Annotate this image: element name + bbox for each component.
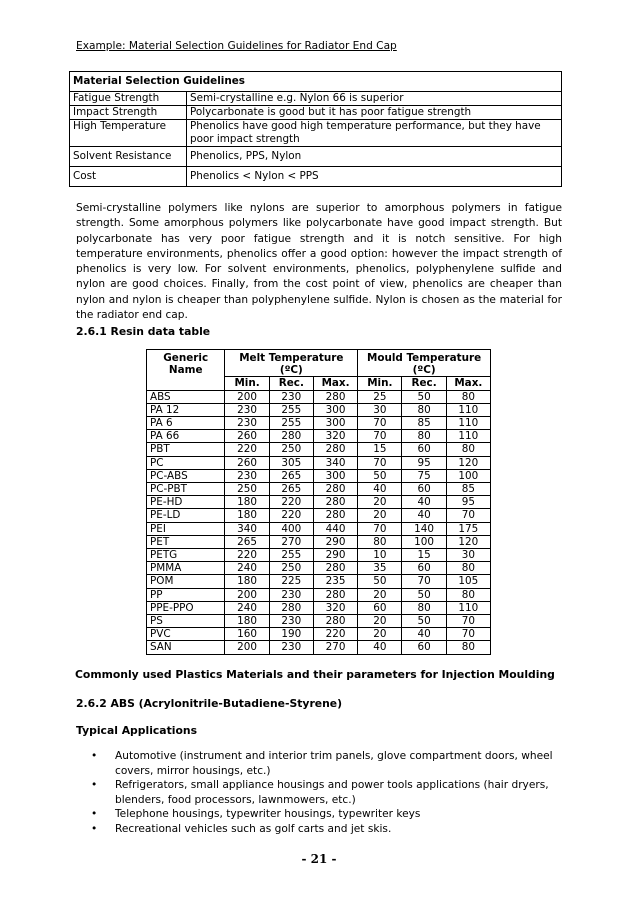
resin-value-cell: 230 <box>225 469 269 482</box>
resin-value-cell: 40 <box>358 483 402 496</box>
table-row <box>147 601 491 614</box>
resin-value-cell: 50 <box>402 615 446 628</box>
resin-value-cell: 70 <box>446 509 490 522</box>
resin-value-cell: 110 <box>446 403 490 416</box>
col-mould-min: Min. <box>358 377 402 390</box>
list-item <box>76 749 564 778</box>
resin-value-cell: 50 <box>358 575 402 588</box>
table-row <box>147 390 491 403</box>
resin-value-cell: 290 <box>313 549 357 562</box>
table-caption: Commonly used Plastics Materials and their parameters for Injection Moulding <box>75 668 555 681</box>
example-title: Example: Material Selection Guidelines for Radiator End Cap <box>76 40 397 52</box>
col-mould-max: Max. <box>446 377 490 390</box>
resin-value-cell: 40 <box>402 628 446 641</box>
resin-name-cell: PA 6 <box>147 417 225 430</box>
resin-value-cell: 60 <box>402 483 446 496</box>
resin-value-cell: 120 <box>446 535 490 548</box>
resin-value-cell: 230 <box>269 390 313 403</box>
col-mould-temperature: Mould Temperature (ºC) <box>358 350 491 377</box>
table-row <box>147 562 491 575</box>
resin-value-cell: 265 <box>269 469 313 482</box>
guideline-property: Cost <box>70 167 187 187</box>
resin-name-cell: PBT <box>147 443 225 456</box>
guideline-property: Fatigue Strength <box>70 92 187 106</box>
body-paragraph: Semi-crystalline polymers like nylons are superior to amorphous polymers in fatigue strength. Some amorphous polymers like polycarbonate have good impact strength. But polycarbonate has very poor fatigue strength and it is notch sensitive. For high temperature environments, phenolics offer a good option: however the impact strength of phenolics is very low. For solvent environments, phenolics, polyphenylene sulfide and nylon are good choices. Finally, from the cost point of view, phenolics are cheaper than nylon and nylon is cheaper than polyphenylene sulfide. Nylon is chosen as the material for the radiator end cap. <box>76 202 562 322</box>
col-mould-rec: Rec. <box>402 377 446 390</box>
guideline-property: Impact Strength <box>70 106 187 120</box>
resin-value-cell: 230 <box>269 588 313 601</box>
resin-name-cell: PMMA <box>147 562 225 575</box>
resin-value-cell: 50 <box>402 588 446 601</box>
guideline-text: Phenolics have good high temperature performance, but they have poor impact strength <box>187 120 562 147</box>
applications-list <box>76 749 564 836</box>
resin-name-cell: PE-LD <box>147 509 225 522</box>
resin-value-cell: 80 <box>446 443 490 456</box>
table-row <box>147 456 491 469</box>
resin-value-cell: 280 <box>313 615 357 628</box>
resin-name-cell: PE-HD <box>147 496 225 509</box>
resin-value-cell: 20 <box>358 496 402 509</box>
resin-value-cell: 60 <box>402 443 446 456</box>
guideline-text: Phenolics, PPS, Nylon <box>187 147 562 167</box>
resin-value-cell: 70 <box>358 417 402 430</box>
resin-value-cell: 300 <box>313 417 357 430</box>
resin-value-cell: 230 <box>225 417 269 430</box>
resin-value-cell: 225 <box>269 575 313 588</box>
resin-value-cell: 280 <box>313 390 357 403</box>
guideline-property: Solvent Resistance <box>70 147 187 167</box>
col-melt-temperature: Melt Temperature (ºC) <box>225 350 358 377</box>
resin-value-cell: 240 <box>225 601 269 614</box>
resin-value-cell: 80 <box>402 403 446 416</box>
resin-value-cell: 250 <box>225 483 269 496</box>
resin-value-cell: 110 <box>446 417 490 430</box>
resin-value-cell: 200 <box>225 588 269 601</box>
resin-value-cell: 110 <box>446 430 490 443</box>
resin-value-cell: 260 <box>225 430 269 443</box>
application-text: Automotive (instrument and interior trim panels, glove compartment doors, wheel covers, mirror housings, etc.) <box>115 750 553 777</box>
table-row <box>147 469 491 482</box>
bullet-icon: • <box>91 750 98 762</box>
resin-value-cell: 255 <box>269 403 313 416</box>
application-text: Refrigerators, small appliance housings and power tools applications (hair dryers, blenders, food processors, lawnmowers, etc.) <box>115 779 549 806</box>
list-item <box>76 807 564 822</box>
table-row <box>147 509 491 522</box>
resin-name-cell: PEI <box>147 522 225 535</box>
resin-value-cell: 50 <box>358 469 402 482</box>
resin-value-cell: 180 <box>225 509 269 522</box>
table-row <box>147 417 491 430</box>
resin-value-cell: 280 <box>313 562 357 575</box>
resin-value-cell: 270 <box>269 535 313 548</box>
resin-value-cell: 75 <box>402 469 446 482</box>
bullet-icon: • <box>91 779 98 791</box>
resin-value-cell: 80 <box>402 601 446 614</box>
resin-value-cell: 180 <box>225 615 269 628</box>
resin-value-cell: 70 <box>446 628 490 641</box>
col-melt-min: Min. <box>225 377 269 390</box>
section-heading-abs: 2.6.2 ABS (Acrylonitrile-Butadiene-Styrene) <box>76 697 343 710</box>
table-row <box>147 483 491 496</box>
resin-value-cell: 30 <box>446 549 490 562</box>
resin-value-cell: 280 <box>313 588 357 601</box>
resin-value-cell: 320 <box>313 601 357 614</box>
resin-value-cell: 40 <box>402 496 446 509</box>
resin-value-cell: 235 <box>313 575 357 588</box>
resin-value-cell: 265 <box>225 535 269 548</box>
resin-value-cell: 80 <box>446 390 490 403</box>
col-generic-name: Generic Name <box>147 350 225 391</box>
resin-value-cell: 80 <box>446 641 490 654</box>
resin-value-cell: 70 <box>402 575 446 588</box>
resin-value-cell: 80 <box>402 430 446 443</box>
resin-value-cell: 300 <box>313 403 357 416</box>
resin-value-cell: 100 <box>446 469 490 482</box>
table-row <box>147 535 491 548</box>
resin-name-cell: PA 12 <box>147 403 225 416</box>
resin-name-cell: PC <box>147 456 225 469</box>
bullet-icon: • <box>91 808 98 820</box>
resin-value-cell: 175 <box>446 522 490 535</box>
resin-value-cell: 340 <box>225 522 269 535</box>
resin-value-cell: 80 <box>446 562 490 575</box>
resin-value-cell: 400 <box>269 522 313 535</box>
bullet-icon: • <box>91 822 98 835</box>
resin-value-cell: 280 <box>269 430 313 443</box>
resin-value-cell: 95 <box>446 496 490 509</box>
resin-value-cell: 240 <box>225 562 269 575</box>
resin-data-table <box>146 349 491 655</box>
resin-name-cell: PA 66 <box>147 430 225 443</box>
resin-value-cell: 60 <box>402 641 446 654</box>
resin-value-cell: 70 <box>358 430 402 443</box>
resin-name-cell: PVC <box>147 628 225 641</box>
resin-value-cell: 220 <box>269 496 313 509</box>
resin-value-cell: 25 <box>358 390 402 403</box>
resin-value-cell: 160 <box>225 628 269 641</box>
resin-value-cell: 220 <box>269 509 313 522</box>
resin-value-cell: 190 <box>269 628 313 641</box>
resin-value-cell: 250 <box>269 443 313 456</box>
guideline-text: Polycarbonate is good but it has poor fatigue strength <box>187 106 562 120</box>
material-selection-table <box>69 71 562 187</box>
resin-value-cell: 80 <box>358 535 402 548</box>
application-text: Telephone housings, typewriter housings, typewriter keys <box>115 808 421 820</box>
resin-name-cell: PPE-PPO <box>147 601 225 614</box>
resin-value-cell: 305 <box>269 456 313 469</box>
resin-value-cell: 105 <box>446 575 490 588</box>
guideline-text: Semi-crystalline e.g. Nylon 66 is superior <box>187 92 562 106</box>
resin-table-body <box>147 390 491 654</box>
resin-value-cell: 60 <box>358 601 402 614</box>
resin-value-cell: 15 <box>402 549 446 562</box>
resin-value-cell: 265 <box>269 483 313 496</box>
resin-value-cell: 230 <box>225 403 269 416</box>
resin-value-cell: 440 <box>313 522 357 535</box>
table-row <box>147 641 491 654</box>
resin-value-cell: 260 <box>225 456 269 469</box>
resin-value-cell: 10 <box>358 549 402 562</box>
guideline-text: Phenolics < Nylon < PPS <box>187 167 562 187</box>
resin-name-cell: PS <box>147 615 225 628</box>
resin-value-cell: 320 <box>313 430 357 443</box>
resin-value-cell: 70 <box>446 615 490 628</box>
resin-value-cell: 85 <box>446 483 490 496</box>
resin-value-cell: 30 <box>358 403 402 416</box>
table-row <box>147 443 491 456</box>
table-row <box>147 575 491 588</box>
resin-value-cell: 20 <box>358 588 402 601</box>
resin-value-cell: 140 <box>402 522 446 535</box>
col-melt-rec: Rec. <box>269 377 313 390</box>
resin-value-cell: 110 <box>446 601 490 614</box>
resin-name-cell: PP <box>147 588 225 601</box>
resin-value-cell: 95 <box>402 456 446 469</box>
table-row <box>147 549 491 562</box>
resin-name-cell: PETG <box>147 549 225 562</box>
list-item <box>76 778 564 807</box>
list-item <box>76 822 564 837</box>
resin-value-cell: 255 <box>269 549 313 562</box>
resin-value-cell: 220 <box>313 628 357 641</box>
resin-value-cell: 280 <box>313 483 357 496</box>
table-row <box>147 588 491 601</box>
resin-value-cell: 250 <box>269 562 313 575</box>
resin-value-cell: 290 <box>313 535 357 548</box>
section-heading-resin-data: 2.6.1 Resin data table <box>76 325 211 338</box>
resin-value-cell: 200 <box>225 390 269 403</box>
typical-applications-heading: Typical Applications <box>76 724 197 737</box>
resin-value-cell: 255 <box>269 417 313 430</box>
resin-name-cell: ABS <box>147 390 225 403</box>
resin-value-cell: 230 <box>269 615 313 628</box>
table-row <box>147 403 491 416</box>
resin-value-cell: 340 <box>313 456 357 469</box>
table-row <box>147 628 491 641</box>
resin-name-cell: PC-ABS <box>147 469 225 482</box>
resin-value-cell: 70 <box>358 456 402 469</box>
resin-value-cell: 60 <box>402 562 446 575</box>
resin-name-cell: SAN <box>147 641 225 654</box>
resin-value-cell: 80 <box>446 588 490 601</box>
table-row <box>147 496 491 509</box>
resin-value-cell: 20 <box>358 628 402 641</box>
col-melt-max: Max. <box>313 377 357 390</box>
resin-value-cell: 280 <box>313 509 357 522</box>
resin-name-cell: POM <box>147 575 225 588</box>
resin-value-cell: 280 <box>313 496 357 509</box>
resin-value-cell: 180 <box>225 575 269 588</box>
resin-value-cell: 70 <box>358 522 402 535</box>
resin-value-cell: 40 <box>358 641 402 654</box>
resin-name-cell: PET <box>147 535 225 548</box>
resin-value-cell: 20 <box>358 509 402 522</box>
resin-value-cell: 230 <box>269 641 313 654</box>
resin-value-cell: 280 <box>269 601 313 614</box>
resin-value-cell: 270 <box>313 641 357 654</box>
table-row <box>147 430 491 443</box>
table-row <box>147 522 491 535</box>
guideline-property: High Temperature <box>70 120 187 147</box>
resin-value-cell: 300 <box>313 469 357 482</box>
application-text: Recreational vehicles such as golf carts and jet skis. <box>115 822 392 835</box>
resin-value-cell: 50 <box>402 390 446 403</box>
resin-value-cell: 200 <box>225 641 269 654</box>
resin-value-cell: 120 <box>446 456 490 469</box>
resin-value-cell: 220 <box>225 549 269 562</box>
resin-value-cell: 35 <box>358 562 402 575</box>
resin-name-cell: PC-PBT <box>147 483 225 496</box>
resin-value-cell: 180 <box>225 496 269 509</box>
resin-value-cell: 20 <box>358 615 402 628</box>
resin-value-cell: 85 <box>402 417 446 430</box>
resin-value-cell: 15 <box>358 443 402 456</box>
guidelines-heading: Material Selection Guidelines <box>70 72 562 92</box>
resin-value-cell: 280 <box>313 443 357 456</box>
page-number: - 21 - <box>301 852 337 866</box>
resin-value-cell: 100 <box>402 535 446 548</box>
resin-value-cell: 40 <box>402 509 446 522</box>
table-row <box>147 615 491 628</box>
resin-value-cell: 220 <box>225 443 269 456</box>
